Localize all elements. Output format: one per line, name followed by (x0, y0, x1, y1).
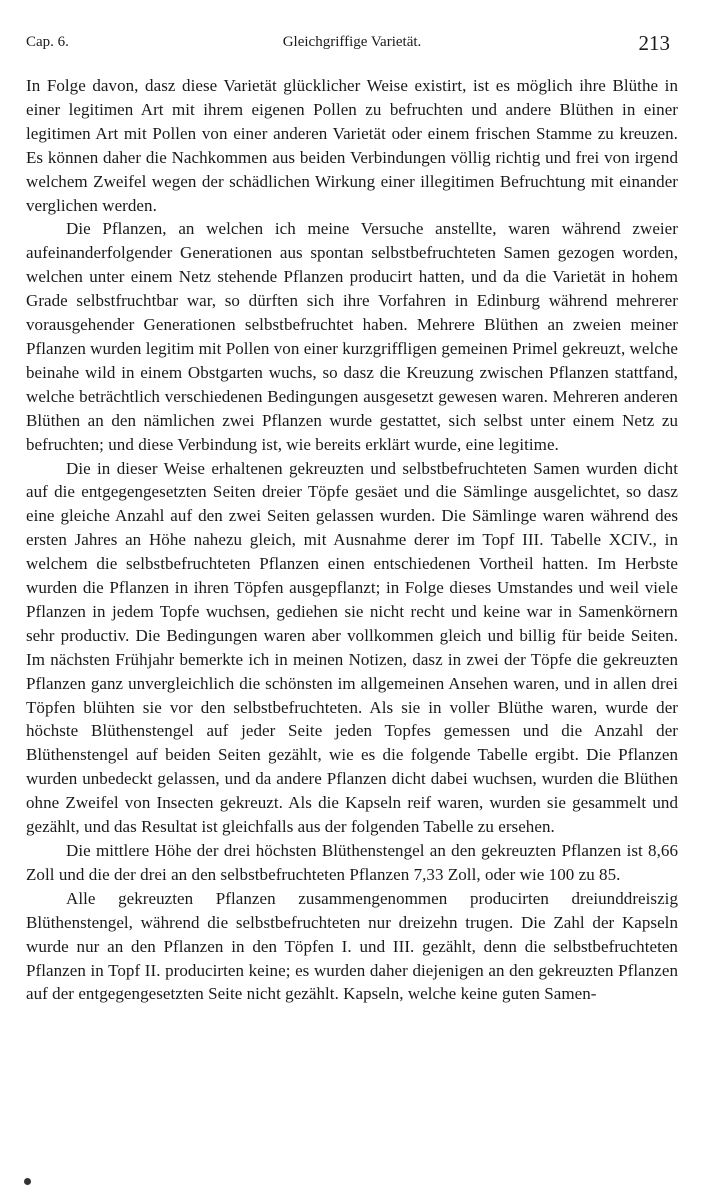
paragraph: Alle gekreuzten Pflanzen zusammengenommen producirten dreiunddreiszig Blüthenstengel, während die selbstbefruchteten nur dreizehn trugen. Die Zahl der Kapseln wurde nur an den Pflanzen in den Töpfen I. und III. gezählt, denn die selbstbefruchteten Pflanzen in Topf II. producirten keine; es wurden daher diejenigen an den gekreuzten Pflanzen auf der entgegengesetzten Seite nicht gezählt. Kapseln, welche keine guten Samen- (26, 888, 678, 1004)
running-header (26, 31, 678, 74)
ink-spot (24, 1178, 31, 1185)
running-title: Gleichgriffige Varietät. (282, 34, 422, 50)
paragraph: In Folge davon, dasz diese Varietät glücklicher Weise existirt, ist es möglich ihre Blüthe in einer legitimen Art mit ihrem eigenen Pollen zu befruchten und andere Blüthen in einer legitimen Art mit Pollen von einer anderen Varietät oder einem frischen Stamme zu kreuzen. Es können daher die Nachkommen aus beiden Verbindungen völlig richtig und frei von irgend welchem Zweifel wegen der schädlichen Wirkung einer illegitimen Befruchtung mit einander verglichen werden. (26, 76, 678, 215)
paragraph: Die mittlere Höhe der drei höchsten Blüthenstengel an den gekreuzten Pflanzen ist 8,66 Zoll und die der drei an den selbstbefruchteten Pflanzen 7,33 Zoll, oder wie 100 zu 85. (26, 841, 678, 884)
chapter-label: Cap. 6. (26, 34, 69, 50)
body-text (26, 74, 678, 1006)
page-number: 213 (638, 31, 670, 55)
paragraph: Die Pflanzen, an welchen ich meine Versuche anstellte, waren während zweier aufeinanderfolgender Generationen aus spontan selbstbefruchteten Samen gezogen worden, welchen unter einem Netz stehende Pflanzen producirt hatten, und da die Varietät in hohem Grade selbstfruchtbar war, so dürften sich ihre Vorfahren in Edinburg während mehrerer vorausgehender Generationen selbstbefruchtet haben. Mehrere Blüthen an zweien meiner Pflanzen wurden legitim mit Pollen von einer kurzgriffligen gemeinen Primel gekreuzt, welche beinahe wild in einem Obstgarten wuchs, so dasz die Kreuzung zwischen Pflanzen stattfand, welche beträchtlich verschiedenen Bedingungen ausgesetzt gewesen waren. Mehreren anderen Blüthen an den nämlichen zwei Pflanzen wurde gestattet, sich selbst unter einem Netz zu befruchten; und diese Verbindung ist, wie bereits erklärt wurde, eine legitime. (26, 219, 678, 454)
paragraph: Die in dieser Weise erhaltenen gekreuzten und selbstbefruchteten Samen wurden dicht auf die entgegengesetzten Seiten dreier Töpfe gesäet und die Sämlinge ausgelichtet, so dasz eine gleiche Anzahl auf den zwei Seiten gelassen wurden. Die Sämlinge waren während des ersten Jahres an Höhe nahezu gleich, mit Ausnahme derer im Topf III. Tabelle XCIV., in welchem die selbstbefruchteten Pflanzen einen entschiedenen Vortheil hatten. Im Herbste wurden die Pflanzen in ihren Töpfen ausgepflanzt; in Folge dieses Umstandes und weil viele Pflanzen in jedem Topfe wuchsen, gediehen sie nicht recht und keine war in Samenkörnern sehr productiv. Die Bedingungen waren aber vollkommen gleich und billig für beide Seiten. Im nächsten Frühjahr bemerkte ich in meinen Notizen, dasz in zwei der Töpfe die gekreuzten Pflanzen ganz unvergleichlich die schönsten im allgemeinen Ansehen waren, und in allen drei Töpfen blühten sie vor den selbstbefruchteten. Als sie in voller Blüthe waren, wurde der höchste Blüthenstengel auf jeder Seite jeden Topfes gemessen und die Anzahl der Blüthenstengel auf beiden Seiten gezählt, wie es die folgende Tabelle ergibt. Die Pflanzen wurden unbedeckt gelassen, und da andere Pflanzen dicht dabei wuchsen, wurden die Blüthen ohne Zweifel von Insecten gekreuzt. Als die Kapseln reif waren, wurden sie gesammelt und gezählt, und das Resultat ist gleichfalls aus der folgenden Tabelle zu ersehen. (26, 458, 678, 837)
